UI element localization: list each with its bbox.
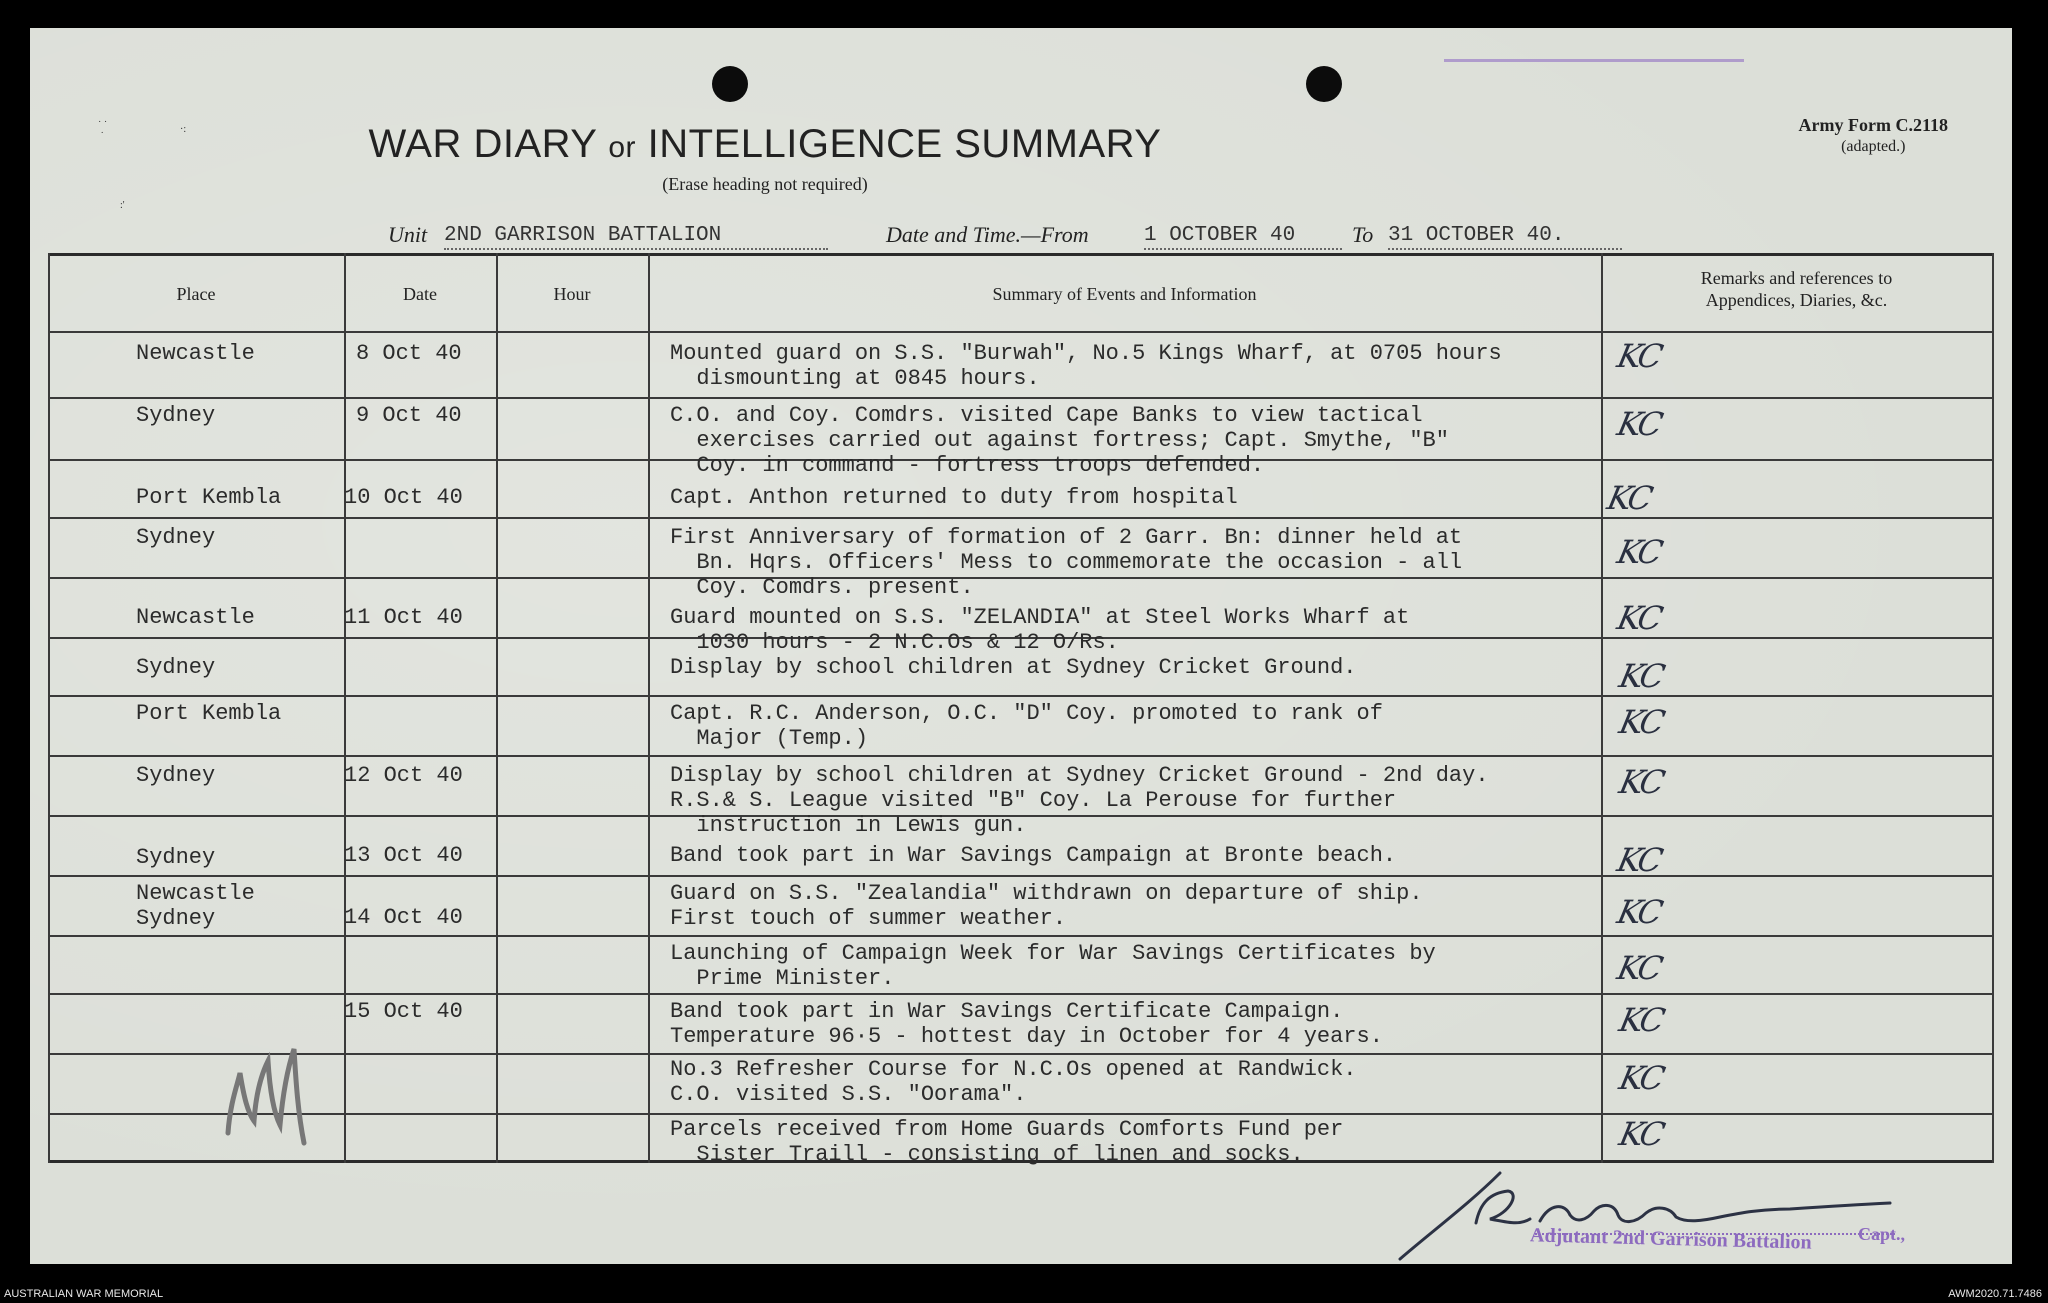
handwritten-signature (1390, 1163, 1910, 1273)
entry-initials: KC (1615, 657, 1666, 695)
footer-archive-name: AUSTRALIAN WAR MEMORIAL (4, 1288, 164, 1300)
footer-accession-number: AWM2020.71.7486 (1948, 1288, 2042, 1300)
unit-date-line (388, 220, 1708, 254)
table-rule (48, 517, 1994, 519)
remarks-header-line1: Remarks and references to (1700, 268, 1893, 288)
date-from-value: 1 OCTOBER 40 (1144, 224, 1342, 250)
table-column-rule (496, 253, 498, 1163)
entry-initials: KC (1613, 841, 1664, 879)
entry-place: Port Kembla (136, 701, 282, 726)
table-rule (48, 695, 1994, 697)
entry-initials: KC (1613, 405, 1664, 443)
entry-summary: Band took part in War Savings Campaign at Bronte beach. (670, 843, 1397, 868)
entry-date: 14 Oct 40 (344, 905, 463, 930)
entry-initials: KC (1603, 479, 1654, 517)
remarks-header-line2: Appendices, Diaries, &c. (1705, 290, 1888, 310)
ink-speck: ·: (180, 124, 187, 135)
entry-initials: KC (1615, 703, 1666, 741)
entry-summary: Capt. R.C. Anderson, O.C. "D" Coy. promoted to rank of Major (Temp.) (670, 701, 1383, 751)
entry-initials: KC (1613, 599, 1664, 637)
ink-speck: :' (120, 200, 125, 211)
entry-place: Sydney (136, 525, 216, 550)
punch-hole-right (1306, 66, 1342, 102)
table-rule (48, 1113, 1994, 1115)
date-to-value: 31 OCTOBER 40. (1388, 224, 1622, 250)
entry-summary: C.O. and Coy. Comdrs. visited Cape Banks to view tactical exercises carried out against fortress; Capt. Smythe, "B" Coy. in command - fortress troops defended. (670, 403, 1449, 478)
col-header-hour: Hour (553, 284, 591, 304)
entry-date: 12 Oct 40 (344, 763, 463, 788)
punch-hole-left (712, 66, 748, 102)
entry-place: Port Kembla (136, 485, 282, 510)
purple-pencil-mark (1444, 48, 1744, 62)
entry-place: Sydney (136, 763, 216, 788)
col-header-place: Place (176, 284, 216, 304)
table-column-rule (1992, 253, 1994, 1163)
table-rule (48, 253, 1994, 256)
col-header-summary: Summary of Events and Information (992, 284, 1257, 304)
entry-summary: Band took part in War Savings Certificate Campaign. Temperature 96·5 - hottest day in October for 4 years. (670, 999, 1383, 1049)
entry-place: Sydney (136, 403, 216, 428)
entry-summary: Guard on S.S. "Zealandia" withdrawn on departure of ship. First touch of summer weather. (670, 881, 1423, 931)
entry-date: 9 Oct 40 (356, 403, 462, 428)
table-rule (48, 993, 1994, 995)
entry-initials: KC (1615, 1115, 1666, 1153)
table-rule (48, 1053, 1994, 1055)
diary-table (48, 253, 1994, 1167)
table-rule (48, 875, 1994, 877)
table-rule (48, 331, 1994, 333)
table-rule (48, 397, 1994, 399)
entry-summary: First Anniversary of formation of 2 Garr. Bn: dinner held at Bn. Hqrs. Officers' Mess to commemorate the occasion - all Coy. Comdrs. present. (670, 525, 1463, 600)
entry-place: Newcastle (136, 341, 255, 366)
unit-label: Unit (388, 222, 428, 247)
entry-date: 11 Oct 40 (344, 605, 463, 630)
table-column-rule (344, 253, 346, 1163)
table-column-rule (1601, 253, 1603, 1163)
unit-value: 2ND GARRISON BATTALION (444, 224, 828, 250)
entry-initials: KC (1615, 763, 1666, 801)
table-column-rule (48, 253, 50, 1163)
table-column-rule (648, 253, 650, 1163)
army-form-number: Army Form C.2118 (1798, 115, 1948, 135)
col-header-date: Date (403, 284, 437, 304)
entry-date: 8 Oct 40 (356, 341, 462, 366)
title-or: or (608, 131, 637, 164)
entry-summary: Parcels received from Home Guards Comforts Fund per Sister Traill - consisting of linen and socks. (670, 1117, 1344, 1167)
table-rule (48, 755, 1994, 757)
entry-summary: Capt. Anthon returned to duty from hospital (670, 485, 1238, 510)
date-from-label: Date and Time.—From (886, 222, 1089, 247)
entry-place: Newcastle Sydney (136, 881, 255, 931)
entry-summary: Guard mounted on S.S. "ZELANDIA" at Steel Works Wharf at 1030 hours - 2 N.C.Os & 12 O/Rs. (670, 605, 1410, 655)
page-subtitle: (Erase heading not required) (662, 174, 868, 194)
entry-date: 10 Oct 40 (344, 485, 463, 510)
title-intelligence-summary: INTELLIGENCE SUMMARY (636, 122, 1162, 166)
date-to-label: To (1352, 222, 1374, 247)
diary-sheet (30, 28, 2012, 1264)
col-header-remarks (1601, 267, 1992, 311)
entry-initials: KC (1613, 949, 1664, 987)
army-form-adapted: (adapted.) (1841, 138, 1906, 155)
entry-place: Sydney (136, 655, 216, 680)
entry-summary: Display by school children at Sydney Cricket Ground. (670, 655, 1357, 680)
ink-speck: ˙ ˙ ˙ (98, 120, 108, 142)
entry-date: 15 Oct 40 (344, 999, 463, 1024)
table-rule (48, 935, 1994, 937)
entry-initials: KC (1613, 533, 1664, 571)
entry-date: 13 Oct 40 (344, 843, 463, 868)
entry-initials: KC (1615, 1059, 1666, 1097)
pencil-stroke (228, 1049, 304, 1143)
entry-summary: Mounted guard on S.S. "Burwah", No.5 Kings Wharf, at 0705 hours dismounting at 0845 hours. (670, 341, 1502, 391)
capt-stamp: Capt., (1858, 1224, 1906, 1244)
pencil-scribble (218, 1043, 308, 1153)
adjutant-stamp: Adjutant 2nd Garrison Battalion (1529, 1224, 1812, 1254)
page-title (30, 122, 1500, 167)
entry-summary: Launching of Campaign Week for War Savings Certificates by Prime Minister. (670, 941, 1436, 991)
entry-summary: Display by school children at Sydney Cricket Ground - 2nd day. R.S.& S. League visited "B" Coy. La Perouse for further instruction in Lewis gun. (670, 763, 1489, 838)
entry-place: Newcastle (136, 605, 255, 630)
entry-initials: KC (1615, 1001, 1666, 1039)
entry-place: Sydney (136, 845, 216, 870)
entry-initials: KC (1613, 337, 1664, 375)
entry-initials: KC (1613, 893, 1664, 931)
army-form-label (1799, 114, 1948, 158)
entry-summary: No.3 Refresher Course for N.C.Os opened at Randwick. C.O. visited S.S. "Oorama". (670, 1057, 1357, 1107)
title-war-diary: WAR DIARY (368, 122, 609, 166)
